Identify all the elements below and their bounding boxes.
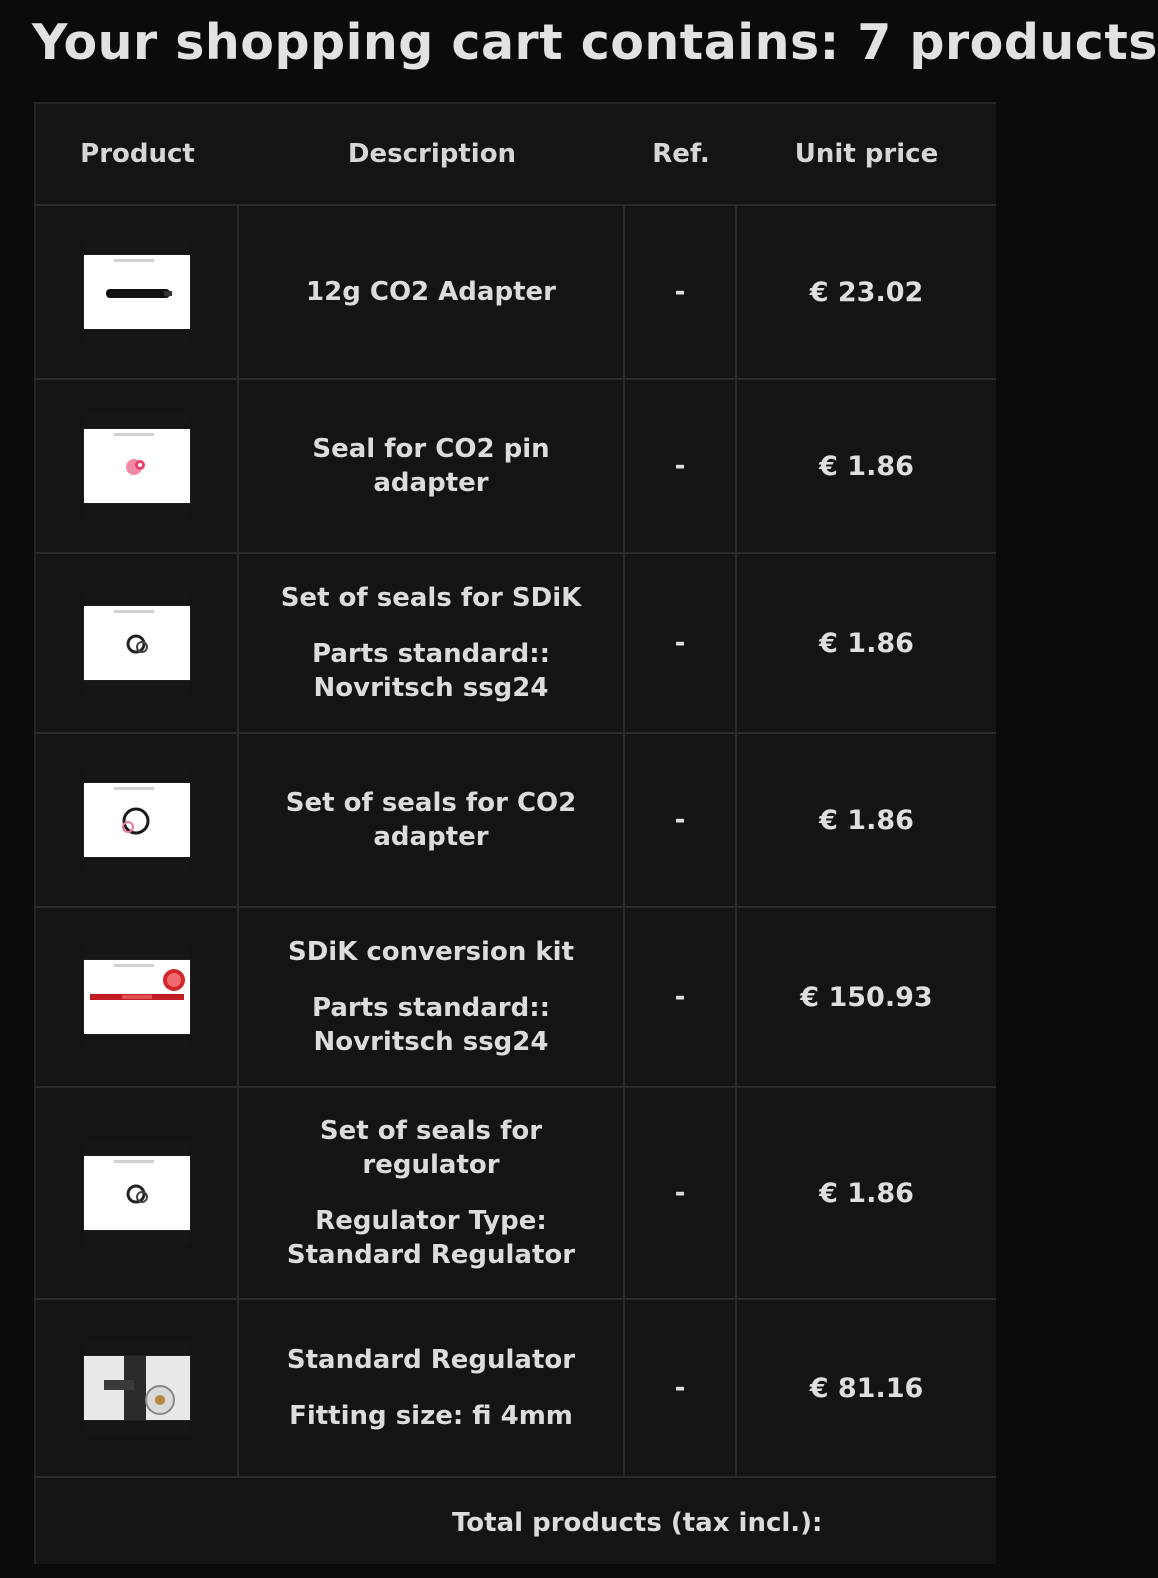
unit-price: € 1.86 xyxy=(819,1177,914,1209)
seal-set-image[interactable] xyxy=(84,606,190,680)
description-cell xyxy=(239,908,625,1086)
ref-cell xyxy=(625,554,737,732)
description-cell xyxy=(239,734,625,906)
cart-title: Your shopping cart contains: 7 products xyxy=(32,14,1158,71)
header-ref: Ref. xyxy=(652,139,710,169)
table-row xyxy=(36,552,996,732)
header-description: Description xyxy=(347,139,517,169)
regulator-image[interactable] xyxy=(84,1356,190,1420)
table-row xyxy=(36,732,996,906)
ref-value: - xyxy=(674,982,686,1012)
product-name-link[interactable]: SDiK conversion kit xyxy=(287,937,575,967)
unit-price: € 81.16 xyxy=(809,1372,924,1404)
header-unit-price: Unit price xyxy=(794,139,939,169)
ref-value: - xyxy=(674,1373,686,1403)
product-cell xyxy=(36,1300,239,1476)
ref-cell xyxy=(625,1088,737,1298)
product-name-link[interactable]: Set of seals for CO2 adapter xyxy=(285,788,577,852)
ref-value: - xyxy=(674,805,686,835)
co2-adapter-image[interactable] xyxy=(84,255,190,329)
product-name-link[interactable]: Set of seals for regulator xyxy=(319,1116,543,1180)
ref-value: - xyxy=(674,628,686,658)
total-products-label: Total products (tax incl.): xyxy=(452,1508,823,1538)
product-cell xyxy=(36,206,239,378)
product-attribute: Parts standard:: Novritsch ssg24 xyxy=(311,639,551,703)
table-row xyxy=(36,1298,996,1476)
price-cell xyxy=(737,554,996,732)
product-attribute: Fitting size: fi 4mm xyxy=(289,1401,573,1431)
ref-value: - xyxy=(674,277,686,307)
table-row xyxy=(36,1086,996,1298)
price-cell xyxy=(737,734,996,906)
unit-price: € 1.86 xyxy=(819,627,914,659)
product-attribute: Regulator Type: Standard Regulator xyxy=(286,1206,576,1270)
price-cell xyxy=(737,1300,996,1476)
price-cell xyxy=(737,1088,996,1298)
unit-price: € 1.86 xyxy=(819,804,914,836)
description-cell xyxy=(239,206,625,378)
price-cell xyxy=(737,908,996,1086)
header-product: Product xyxy=(80,139,195,169)
unit-price: € 1.86 xyxy=(819,450,914,482)
ref-cell xyxy=(625,734,737,906)
unit-price: € 23.02 xyxy=(809,276,924,308)
regulator-seal-image[interactable] xyxy=(84,1156,190,1230)
ref-cell xyxy=(625,380,737,552)
product-cell xyxy=(36,734,239,906)
o-ring-image[interactable] xyxy=(84,783,190,857)
ref-cell xyxy=(625,206,737,378)
product-name-link[interactable]: Seal for CO2 pin adapter xyxy=(312,434,550,498)
product-attribute: Parts standard:: Novritsch ssg24 xyxy=(311,993,551,1057)
cart-table xyxy=(34,102,996,1564)
table-row xyxy=(36,204,996,378)
ref-value: - xyxy=(674,451,686,481)
table-row xyxy=(36,378,996,552)
ref-cell xyxy=(625,1300,737,1476)
product-name-link[interactable]: 12g CO2 Adapter xyxy=(306,277,556,307)
product-cell xyxy=(36,380,239,552)
pin-seal-image[interactable] xyxy=(84,429,190,503)
totals-row xyxy=(36,1476,996,1578)
product-cell xyxy=(36,1088,239,1298)
product-cell xyxy=(36,554,239,732)
price-cell xyxy=(737,380,996,552)
unit-price: € 150.93 xyxy=(800,981,933,1013)
price-cell xyxy=(737,206,996,378)
description-cell xyxy=(239,554,625,732)
ref-cell xyxy=(625,908,737,1086)
ref-value: - xyxy=(674,1178,686,1208)
description-cell xyxy=(239,380,625,552)
conversion-kit-image[interactable] xyxy=(84,960,190,1034)
product-name-link[interactable]: Set of seals for SDiK xyxy=(280,583,582,613)
table-row xyxy=(36,906,996,1086)
description-cell xyxy=(239,1088,625,1298)
product-cell xyxy=(36,908,239,1086)
product-name-link[interactable]: Standard Regulator xyxy=(286,1345,576,1375)
description-cell xyxy=(239,1300,625,1476)
